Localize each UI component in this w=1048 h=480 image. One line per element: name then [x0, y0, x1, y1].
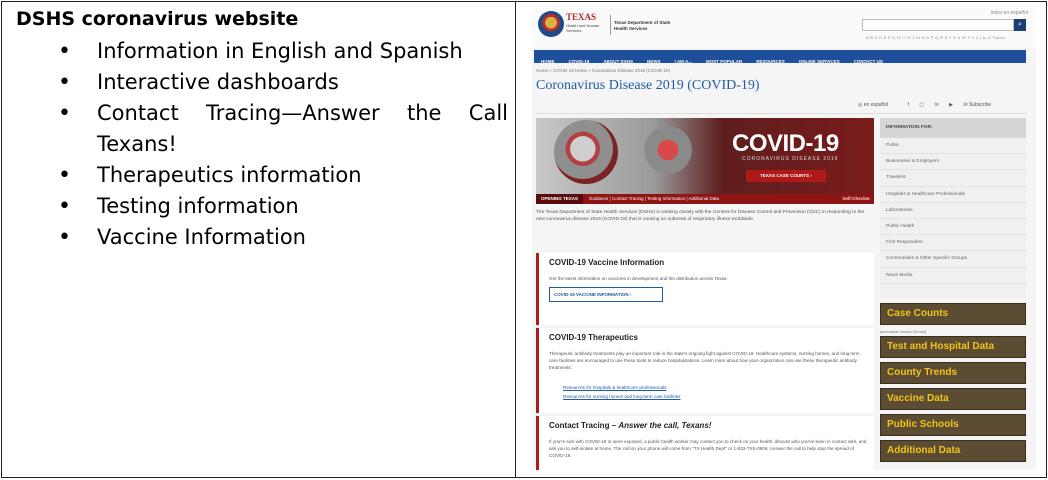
accessible-version-link[interactable]: accessible version (Excel): [880, 329, 927, 334]
subscribe-link[interactable]: ✉ Subscribe: [963, 102, 992, 108]
nav-most-popular[interactable]: MOST POPULAR: [705, 59, 743, 64]
bullet-list: [16, 36, 508, 253]
test-hospital-data-button[interactable]: Test and Hospital Data: [880, 336, 1026, 358]
search-icon[interactable]: ⌕: [1014, 19, 1026, 31]
nav-home[interactable]: HOME: [541, 59, 555, 64]
hero-subtitle: CORONAVIRUS DISEASE 2019: [742, 156, 839, 162]
virus-image: [554, 120, 618, 184]
sidebar: [880, 118, 1026, 298]
dept-name[interactable]: Texas Department of State Health Services: [614, 20, 671, 31]
logo-divider: [610, 15, 611, 35]
texas-case-counts-button[interactable]: TEXAS CASE COUNTS ›: [746, 170, 826, 182]
intro-text: The Texas Department of State Health Services (DSHS) is working closely with the Centers for Disease Control and Prevention (CDC) in responding to the new coronavirus disease 2019 (COVID-19) that is causing an outbreak of respiratory illness worldwide.: [536, 210, 865, 222]
bullet-item: • Testing information: [16, 191, 508, 222]
additional-data-button[interactable]: Additional Data: [880, 440, 1026, 462]
logo-subtitle: Health and Human Services: [566, 23, 600, 33]
public-schools-button[interactable]: Public Schools: [880, 414, 1026, 436]
youtube-icon[interactable]: ▶: [949, 102, 953, 108]
bullet-item: • Therapeutics information: [16, 160, 508, 191]
vaccine-info-button[interactable]: COVID-19 VACCINE INFORMATION ›: [549, 287, 663, 302]
left-cell: [1, 1, 516, 478]
therapeutics-title: COVID-19 Therapeutics: [549, 333, 638, 342]
nursing-resources-link[interactable]: Resources for nursing homes and long-term care facilities: [563, 394, 681, 399]
main-nav: [534, 50, 1026, 63]
vaccine-card: [536, 253, 874, 325]
sidebar-item-travelers[interactable]: Travelers: [880, 170, 1026, 186]
texas-seal-icon[interactable]: [538, 11, 564, 37]
hospital-resources-link[interactable]: Resources for hospitals & healthcare professionals: [563, 385, 667, 390]
website-screenshot: [532, 6, 1036, 470]
sidebar-item-public[interactable]: Public: [880, 138, 1026, 154]
share-bar: [858, 102, 1009, 108]
case-counts-button[interactable]: Case Counts: [880, 303, 1026, 325]
self-checker-link[interactable]: Self-Checker: [842, 196, 870, 201]
hero-links[interactable]: Guidance | Contact Tracing | Testing Information | Additional Data: [589, 196, 720, 201]
nav-contact[interactable]: CONTACT US: [853, 59, 883, 64]
sidebar-item-public-health[interactable]: Public Health: [880, 219, 1026, 235]
nav-about[interactable]: ABOUT DSHS: [603, 59, 634, 64]
sidebar-item-communities[interactable]: Communities & Other Specific Groups: [880, 251, 1026, 267]
therapeutics-text: Therapeutic antibody treatments play an important role in the state's ongoing fight against COVID-19. Healthcare systems, nursing homes, and long term care facilities are encouraged to use these tools to reduce hospitalizations. Learn more about how your organization can use these therapeutic antibody treatments:: [549, 351, 860, 370]
divider: [536, 113, 1026, 114]
bullet-item: • Information in English and Spanish: [16, 36, 508, 67]
nav-resources[interactable]: RESOURCES: [756, 59, 785, 64]
logo-texas[interactable]: TEXAS: [566, 12, 597, 22]
espanol-link[interactable]: inicio en español: [990, 10, 1028, 16]
page-title: Coronavirus Disease 2019 (COVID-19): [536, 78, 760, 93]
hero-title: COVID-19: [732, 130, 839, 157]
site-header: [532, 6, 1036, 48]
sidebar-item-hospitals[interactable]: Hospitals & Healthcare Professionals: [880, 187, 1026, 203]
contact-tracing-card: [536, 416, 874, 470]
search-input[interactable]: [862, 19, 1014, 31]
bullet-item: • Vaccine Information: [16, 222, 508, 253]
globe-icon[interactable]: ◎ en español: [858, 102, 889, 108]
tracing-title: Contact Tracing – Answer the call, Texans!: [549, 421, 712, 430]
hero-link-bar: [536, 194, 874, 204]
vaccine-title: COVID-19 Vaccine Information: [549, 258, 665, 267]
instagram-icon[interactable]: ▢: [919, 102, 925, 108]
breadcrumb[interactable]: Home » COVID-19 Home » Coronavirus Disease 2019 (COVID-19): [536, 68, 671, 73]
nav-news[interactable]: NEWS: [647, 59, 661, 64]
sidebar-item-first-responders[interactable]: First Responders: [880, 235, 1026, 251]
sidebar-heading: INFORMATION FOR:: [880, 118, 1026, 138]
virus-image: [644, 126, 692, 174]
opening-texas-link[interactable]: OPENING TEXAS: [536, 194, 583, 204]
bullet-item: • Contact Tracing—Answer the Call Texans!: [16, 98, 508, 160]
nav-i-am-a[interactable]: I AM A...: [674, 59, 692, 64]
nav-covid[interactable]: COVID-19: [568, 59, 590, 64]
slide-heading: DSHS coronavirus website: [16, 8, 299, 30]
twitter-icon[interactable]: ✉: [934, 102, 939, 108]
nav-online-services[interactable]: ONLINE SERVICES: [798, 59, 840, 64]
hero-banner: [536, 118, 874, 204]
az-index[interactable]: A B C D E F G H I J K L M N O P Q R S T U V W X Y Z | A–Z Topics: [866, 35, 1006, 40]
facebook-icon[interactable]: f: [907, 102, 910, 108]
sidebar-item-news-media[interactable]: News Media: [880, 268, 1026, 284]
sidebar-item-laboratories[interactable]: Laboratories: [880, 203, 1026, 219]
bullet-item: • Interactive dashboards: [16, 67, 508, 98]
sidebar-item-businesses[interactable]: Businesses & Employers: [880, 154, 1026, 170]
county-trends-button[interactable]: County Trends: [880, 362, 1026, 384]
vaccine-data-button[interactable]: Vaccine Data: [880, 388, 1026, 410]
therapeutics-card: [536, 328, 874, 413]
vaccine-text: Get the latest information on vaccines in development and the distribution across Texas.: [549, 276, 728, 281]
tracing-text: If you're sick with COVID-19 or were exposed, a public health worker may contact you to check on your health, discuss who you've been in contact with, and ask you to self-isolate at home. The call on your phone will come from "TX Health Dept" or 1-833-TXS-0909. Answer the call to help stop the spread of COVID-19.: [549, 439, 867, 458]
